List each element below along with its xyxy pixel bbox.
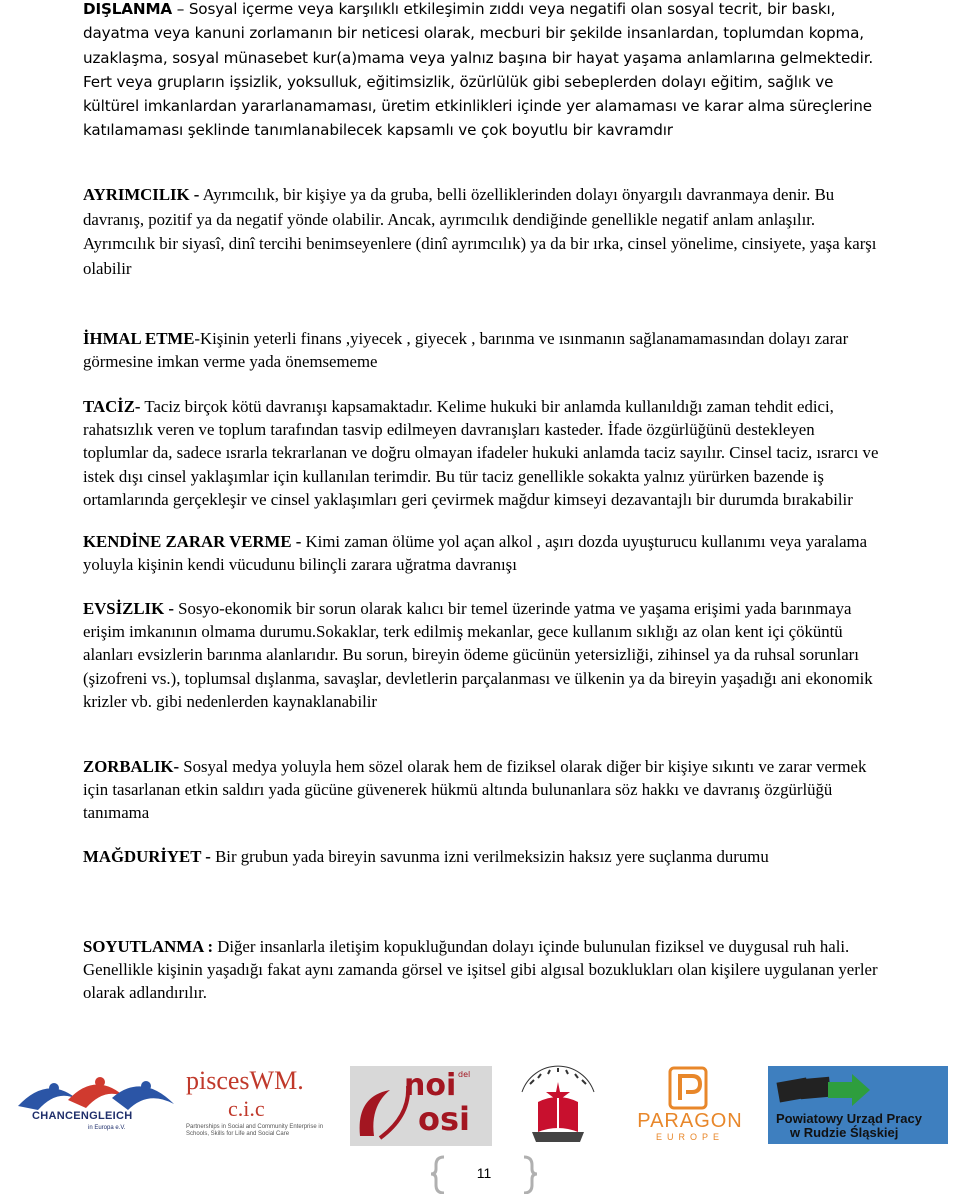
- chancengleich-name: CHANCENGLEICH: [32, 1110, 133, 1122]
- definition-soyutlanma: Diğer insanlarla iletişim kopukluğundan dolayı içinde bulunulan fiziksel ve duygusal ruh hali. Genellikle kişinin yaşadığı fakat aynı zamanda görsel ve işitsel gibi algısal bozuklukları olan kişilere uygulanan yerler olarak adlandırılır.: [83, 937, 878, 1003]
- paragon-logo: [624, 1066, 756, 1146]
- chancengleich-logo: [8, 1070, 180, 1140]
- paragraph-evsizlik: [83, 597, 883, 713]
- term-taciz: TACİZ-: [83, 397, 141, 416]
- term-magduriyet: MAĞDURİYET -: [83, 847, 211, 866]
- powiat-line1: Powiatowy Urząd Pracy: [776, 1111, 922, 1126]
- osi-text: osi: [418, 1100, 470, 1138]
- noi-text: noi: [404, 1068, 457, 1103]
- page-footer: [0, 1155, 960, 1194]
- pisces-logo: [186, 1066, 326, 1146]
- page-number: 11: [476, 1165, 492, 1181]
- definition-kendine-zarar-verme: Kimi zaman ölüme yol açan alkol , aşırı dozda uyuşturucu kullanımı veya yaralama yoluyla kişinin kendi vücudunu bilinçli zarara uğratma davranışı: [83, 532, 868, 575]
- definition-dislanma: – Sosyal içerme veya karşılıklı etkileşimin zıddı veya negatifi olan sosyal tecrit, bir baskı, dayatma veya kanuni zorlamanın bir neticesi olarak, mecburi bir şekilde insanlardan, toplumdan kopma, uzaklaşma, sosyal münasebet kur(a)mama veya yalnız başına bir hayat yaşama anlamlarına gelmektedir. Fert veya grupların işsizlik, yoksulluk, eğitimsizlik, özürlülük gibi sebeplerden dolayı eğitim, sağlık ve kültürel imkanlardan yararlanamaması, üretim etkinlikleri içinde yer alamaması ve karar alma süreçlerine katılamaması şeklinde tanımlanabilecek kapsamlı ve çok boyutlu bir kavramdır: [83, 0, 874, 140]
- paragon-name: PARAGON: [637, 1110, 743, 1132]
- powiat-logo: [768, 1066, 948, 1144]
- noi-del-osi-logo: [350, 1066, 492, 1146]
- paragraph-dislanma: [83, 0, 883, 143]
- pisces-name: piscesWM.: [186, 1066, 304, 1095]
- paragraph-taciz: [83, 395, 883, 511]
- pisces-tagline: Partnerships in Social and Community Enterprise in Schools, Skills for Life and Social Care: [186, 1124, 324, 1137]
- definition-taciz: Taciz birçok kötü davranışı kapsamaktadır. Kelime hukuki bir anlamda kullanıldığı zaman tehdit edici, rahatsızlık veren ve toplum tarafından tasvip edilmeyen davranışları kasteder. İfade özgürlüğünü destekleyen toplumlar da, sadece ısrarla tekrarlanan ve doğru olmayan ifadeler hukuki anlamda taciz sayılır. Cinsel taciz, ısrarcı ve istek dışı cinsel yaklaşımlar için kullanılan terimdir. Bu tür taciz genellikle sokakta yalnız yürürken bazende iş ortamlarında gerçekleşir ve cinsel yaklaşımları geri çevirmek mağdur kimseyi dezavantajlı bir durumda bırakabilir: [83, 397, 879, 509]
- definition-magduriyet: Bir grubun yada bireyin savunma izni verilmeksizin haksız yere suçlanma durumu: [210, 847, 769, 866]
- paragraph-magduriyet: [83, 845, 883, 868]
- paragraph-kendine-zarar-verme: [83, 530, 883, 576]
- term-ayrimcilik: AYRIMCILIK -: [83, 185, 200, 204]
- paragon-sub: EUROPE: [655, 1132, 724, 1142]
- meb-emblem-logo: [508, 1062, 608, 1150]
- partner-logos: [0, 1060, 960, 1150]
- definition-ihmal-etme: -Kişinin yeterli finans ,yiyecek , giyecek , barınma ve ısınmanın sağlanamamasından dolayı zarar görmesine imkan verme yada önemsememe: [83, 329, 849, 372]
- paragraph-soyutlanma: [83, 935, 883, 1005]
- term-evsizlik: EVSİZLIK -: [83, 599, 174, 618]
- term-dislanma: DIŞLANMA: [83, 0, 173, 18]
- chancengleich-sub: in Europa e.V.: [88, 1125, 126, 1131]
- paragon-p-icon: [668, 1066, 708, 1110]
- term-zorbalik: ZORBALIK-: [83, 757, 180, 776]
- noi-del-text: del: [458, 1070, 471, 1079]
- paragraph-zorbalik: [83, 755, 883, 825]
- term-kendine-zarar-verme: KENDİNE ZARAR VERME -: [83, 532, 302, 551]
- powiat-line2: w Rudzie Śląskiej: [790, 1125, 899, 1140]
- meb-emblem-icon: [508, 1062, 608, 1150]
- term-ihmal-etme: İHMAL ETME: [83, 329, 195, 348]
- definition-evsizlik: Sosyo-ekonomik bir sorun olarak kalıcı bir temel üzerinde yatma ve yaşama erişimi yada barınmaya erişim imkanının olmama durumu.Sokaklar, terk edilmiş mekanlar, gece kullanım sıklığı az olan kent içi çöküntü alanları evsizlerin barınma alanlarıdır. Bu sorun, bireyin ödeme gücünün yetersizliği, zihinsel ya da ruhsal sorunları (şizofreni vs.), toplumsal dışlanma, savaşlar, devletlerin parçalanması ve ülkenin ya da bireyin yaşadığı ani ekonomik krizler vb. gibi nedenlerden kaynaklanabilir: [83, 599, 873, 711]
- paragraph-ihmal-etme: [83, 327, 883, 373]
- definition-zorbalik: Sosyal medya yoluyla hem sözel olarak hem de fiziksel olarak diğer bir kişiye sıkıntı ve zarar vermek için tasarlanan etkin saldırı yada gücüne güvenerek hükmü altında bulunanlara söz hakkı ve davranış özgürlüğü tanımama: [83, 757, 867, 823]
- term-soyutlanma: SOYUTLANMA :: [83, 937, 214, 956]
- powiat-arrow-icon: [774, 1070, 874, 1112]
- definition-ayrimcilik: Ayrımcılık, bir kişiye ya da gruba, belli özelliklerinden dolayı önyargılı davranmaya denir. Bu davranış, pozitif ya da negatif yönde olabilir. Ancak, ayrımcılık dendiğinde genellikle negatif anlam anlaşılır. Ayrımcılık bir siyasî, dinî tercihi benimseyenlere (dinî ayrımcılık) ya da bir ırka, cinsel yönelime, cinsiyete, yaşa karşı olabilir: [83, 185, 877, 278]
- paragraph-ayrimcilik: [83, 183, 883, 281]
- pisces-cic: c.i.c: [228, 1096, 265, 1121]
